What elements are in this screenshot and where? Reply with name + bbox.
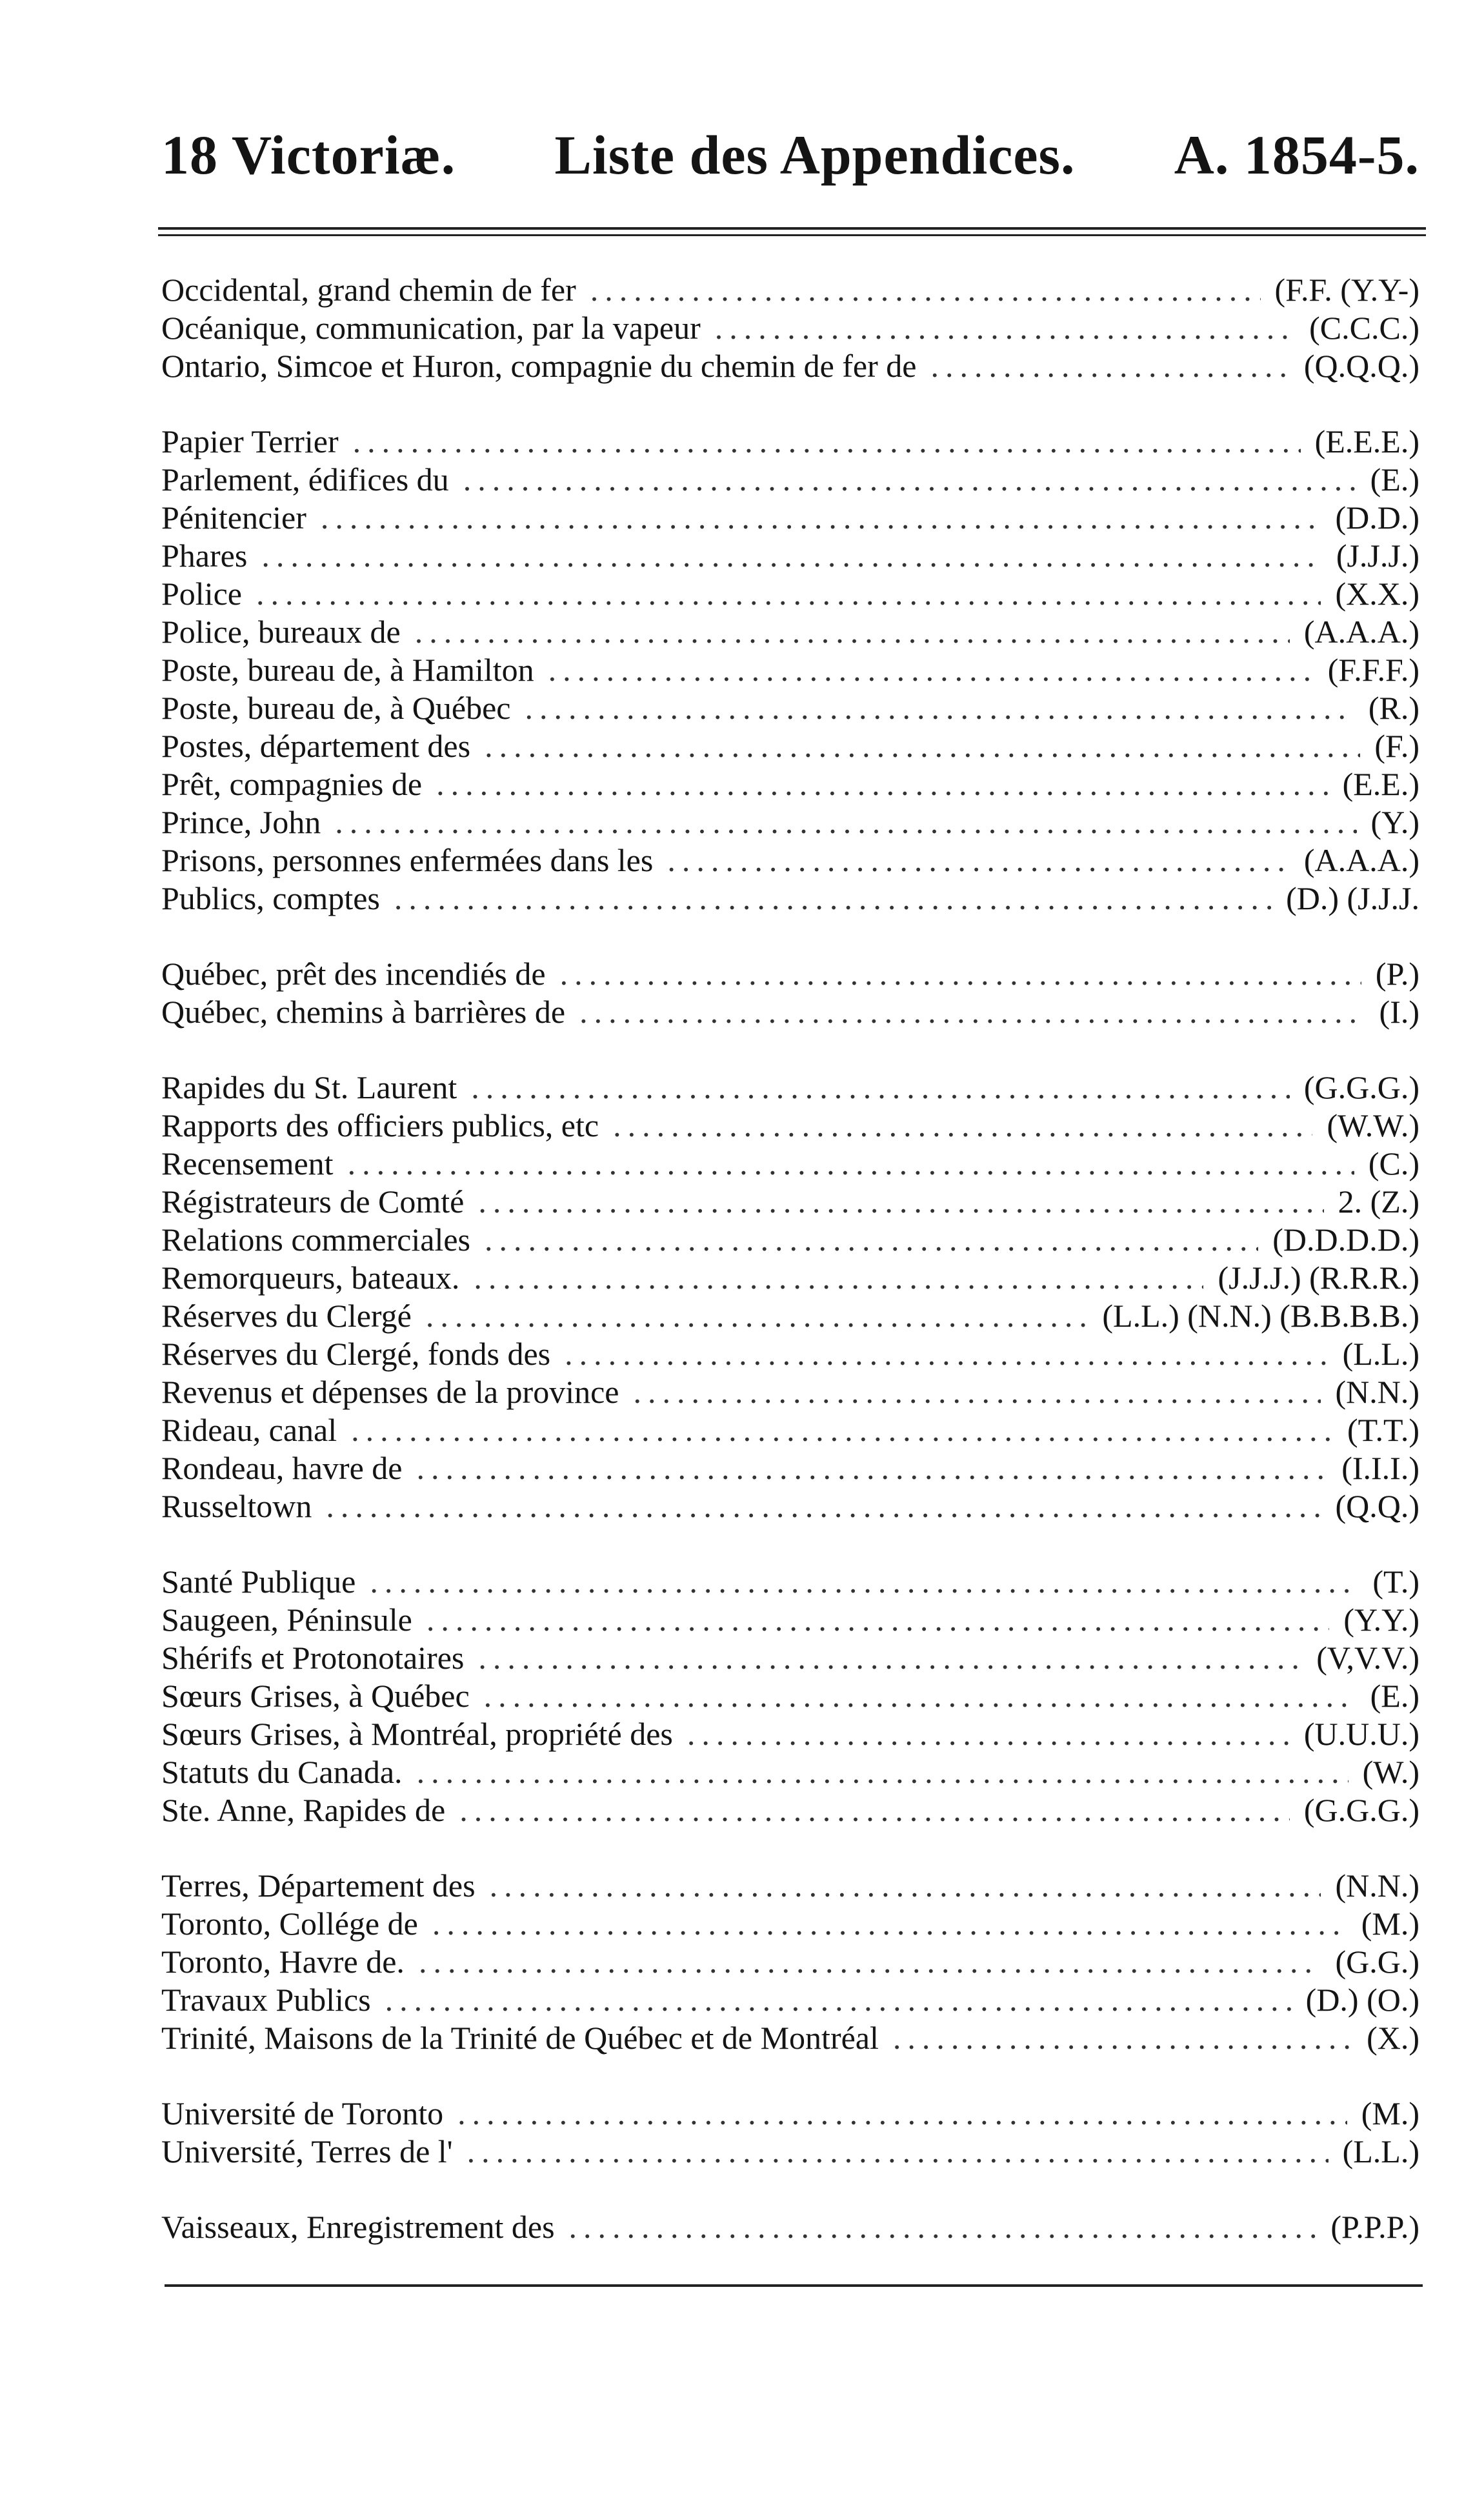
page-header [161,123,1419,206]
appendix-index-list [161,271,1419,2284]
index-entry [161,613,1419,651]
footer-rule [165,2284,1423,2287]
entry-label: Rapides du St. Laurent [161,1069,457,1105]
dot-leader [459,1791,1290,1829]
entry-label: Saugeen, Péninsule [161,1602,412,1638]
index-entry [161,1221,1419,1259]
appendix-reference: (Q.Q.Q.) [1303,348,1419,384]
entry-label: Phares [161,538,248,574]
dot-leader [351,1411,1333,1449]
dot-leader [485,1221,1258,1259]
index-entry [161,2133,1419,2171]
dot-leader [590,271,1261,309]
entry-group-q [161,955,1419,1031]
index-entry [161,1145,1419,1183]
entry-label: Police, bureaux de [161,614,401,650]
appendix-reference: (I.I.I.) [1341,1450,1419,1486]
entry-label: Prêt, compagnies de [161,766,423,802]
index-entry [161,1639,1419,1677]
dot-leader [457,2095,1347,2133]
entry-label: Vaisseaux, Enregistrement des [161,2209,555,2245]
appendix-reference: (D.D.) [1335,499,1419,536]
entry-label: Sœurs Grises, à Montréal, propriété des [161,1716,673,1752]
entry-label: Pénitencier [161,499,306,536]
appendix-reference: (N.N.) [1335,1374,1419,1410]
entry-label: Revenus et dépenses de la province [161,1374,619,1410]
entry-label: Recensement [161,1145,334,1182]
entry-label: Québec, prêt des incendiés de [161,956,546,992]
entry-group-u [161,2095,1419,2171]
dot-leader [394,880,1272,918]
dot-leader [560,955,1361,993]
index-entry [161,1563,1419,1601]
index-entry [161,1981,1419,2019]
header-title: Liste des Appendices. [554,124,1076,186]
dot-leader [326,1487,1321,1525]
index-entry [161,423,1419,461]
index-entry [161,993,1419,1031]
entry-label: Toronto, Havre de. [161,1944,405,1980]
index-entry [161,1259,1419,1297]
index-entry [161,1107,1419,1145]
dot-leader [426,1601,1330,1639]
appendix-reference: (W.) [1362,1754,1419,1790]
dot-leader [478,1183,1323,1221]
index-entry [161,1373,1419,1411]
appendix-reference: (X.) [1367,2020,1419,2056]
appendix-reference: (T.) [1372,1564,1419,1600]
appendix-reference: (C.C.C.) [1309,310,1419,346]
index-entry [161,955,1419,993]
appendix-reference: (P.) [1375,956,1419,992]
entry-label: Shérifs et Protonotaires [161,1640,465,1676]
entry-label: Ste. Anne, Rapides de [161,1792,446,1828]
dot-leader [436,765,1329,803]
header-session: 18 Victoriæ. [161,124,456,186]
dot-leader [525,689,1354,727]
appendix-reference: (A.A.A.) [1303,842,1419,878]
entry-label: Réserves du Clergé, fonds des [161,1336,551,1372]
appendix-reference: (F.F. (Y.Y-) [1274,272,1419,308]
index-entry [161,1449,1419,1487]
entry-label: Relations commerciales [161,1222,471,1258]
index-entry [161,1867,1419,1905]
appendix-reference: (M.) [1361,1906,1419,1942]
index-entry [161,2208,1419,2246]
dot-leader [261,537,1322,575]
dot-leader [417,1753,1349,1791]
appendix-reference: (J.J.J.) [1336,538,1419,574]
dot-leader [419,1943,1321,1981]
dot-leader [416,1449,1327,1487]
entry-label: Terres, Département des [161,1867,476,1904]
appendix-reference: (Y.Y.) [1343,1602,1419,1638]
dot-leader [930,347,1289,385]
entry-label: Parlement, édifices du [161,461,449,498]
entry-label: Remorqueurs, bateaux. [161,1260,460,1296]
appendix-reference: (R.) [1368,690,1419,726]
appendix-reference: (V,V.V.) [1316,1640,1419,1676]
header-year: A. 1854-5. [1174,124,1419,186]
entry-label: Rondeau, havre de [161,1450,403,1486]
index-entry [161,803,1419,841]
index-entry [161,1905,1419,1943]
index-entry [161,1715,1419,1753]
appendix-reference: (J.J.J.) (R.R.R.) [1218,1260,1419,1296]
appendix-reference: (A.A.A.) [1303,614,1419,650]
dot-leader [667,841,1290,880]
entry-group-v [161,2208,1419,2246]
dot-leader [432,1905,1347,1943]
entry-label: Russeltown [161,1488,312,1524]
index-entry [161,271,1419,309]
entry-label: Prince, John [161,804,321,840]
entry-group-p [161,423,1419,918]
appendix-reference: (M.) [1361,2095,1419,2131]
index-entry [161,2095,1419,2133]
dot-leader [633,1373,1321,1411]
appendix-reference: (D.) (O.) [1305,1982,1419,2018]
appendix-reference: (D.) (J.J.J. [1286,880,1419,916]
entry-group-t [161,1867,1419,2057]
index-entry [161,461,1419,499]
index-entry [161,499,1419,537]
entry-label: Police [161,576,242,612]
appendix-reference: (L.L.) (N.N.) (B.B.B.B.) [1102,1298,1419,1334]
index-entry [161,1297,1419,1335]
appendix-reference: 2. (Z.) [1338,1183,1419,1220]
dot-leader [385,1981,1292,2019]
appendix-reference: (L.L.) [1342,1336,1419,1372]
entry-label: Réserves du Clergé [161,1298,412,1334]
entry-label: Trinité, Maisons de la Trinité de Québec et de Montréal [161,2020,879,2056]
entry-label: Océanique, communication, par la vapeur [161,310,701,346]
entry-label: Régistrateurs de Comté [161,1183,465,1220]
appendix-reference: (C.) [1368,1145,1419,1182]
appendix-reference: (F.) [1374,728,1419,764]
appendix-reference: (G.G.) [1335,1944,1419,1980]
entry-label: Rideau, canal [161,1412,337,1448]
entry-label: Toronto, Collége de [161,1906,418,1942]
index-entry [161,1677,1419,1715]
index-entry [161,765,1419,803]
appendix-reference: (P.P.P.) [1330,2209,1419,2245]
dot-leader [471,1069,1290,1107]
appendix-reference: (X.X.) [1335,576,1419,612]
appendix-reference: (E.E.) [1342,766,1419,802]
appendix-reference: (E.) [1370,1678,1419,1714]
dot-leader [256,575,1321,613]
entry-group-o [161,271,1419,385]
index-entry [161,1487,1419,1525]
dot-leader [715,309,1295,347]
index-entry [161,1943,1419,1981]
header-double-rule [158,227,1426,236]
entry-label: Travaux Publics [161,1982,371,2018]
dot-leader [548,651,1314,689]
dot-leader [579,993,1365,1031]
index-entry [161,727,1419,765]
appendix-reference: (I.) [1379,994,1419,1030]
entry-label: Postes, département des [161,728,471,764]
index-entry [161,651,1419,689]
index-entry [161,1411,1419,1449]
index-entry [161,1601,1419,1639]
dot-leader [426,1297,1088,1335]
entry-label: Prisons, personnes enfermées dans les [161,842,654,878]
appendix-reference: (U.U.U.) [1303,1716,1419,1752]
dot-leader [467,2133,1329,2171]
appendix-reference: (N.N.) [1335,1867,1419,1904]
index-entry [161,537,1419,575]
entry-label: Ontario, Simcoe et Huron, compagnie du chemin de fer de [161,348,917,384]
dot-leader [348,1145,1354,1183]
entry-label: Publics, comptes [161,880,380,916]
dot-leader [415,613,1290,651]
dot-leader [474,1259,1203,1297]
index-entry [161,347,1419,385]
entry-label: Santé Publique [161,1564,356,1600]
entry-label: Occidental, grand chemin de fer [161,272,576,308]
index-entry [161,880,1419,918]
appendix-reference: (D.D.D.D.) [1272,1222,1419,1258]
index-entry [161,1335,1419,1373]
entry-label: Poste, bureau de, à Hamilton [161,652,534,688]
entry-label: Université de Toronto [161,2095,444,2131]
appendix-reference: (T.T.) [1347,1412,1419,1448]
appendix-reference: (Q.Q.) [1335,1488,1419,1524]
dot-leader [613,1107,1312,1145]
index-entry [161,1791,1419,1829]
entry-label: Québec, chemins à barrières de [161,994,566,1030]
dot-leader [484,1677,1356,1715]
entry-label: Poste, bureau de, à Québec [161,690,511,726]
dot-leader [485,727,1360,765]
appendix-reference: (F.F.F.) [1327,652,1419,688]
entry-label: Université, Terres de l' [161,2133,453,2169]
entry-label: Sœurs Grises, à Québec [161,1678,470,1714]
dot-leader [463,461,1356,499]
appendix-reference: (Y.) [1370,804,1419,840]
index-entry [161,841,1419,880]
index-entry [161,2019,1419,2057]
index-entry [161,1753,1419,1791]
entry-label: Rapports des officiers publics, etc [161,1107,599,1143]
index-entry [161,689,1419,727]
appendix-reference: (W.W.) [1327,1107,1419,1143]
dot-leader [353,423,1301,461]
dot-leader [490,1867,1321,1905]
dot-leader [893,2019,1352,2057]
entry-group-r [161,1069,1419,1525]
index-entry [161,1183,1419,1221]
dot-leader [321,499,1321,537]
dot-leader [370,1563,1358,1601]
index-entry [161,575,1419,613]
entry-label: Statuts du Canada. [161,1754,403,1790]
appendix-reference: (G.G.G.) [1303,1069,1419,1105]
dot-leader [565,1335,1328,1373]
index-entry [161,1069,1419,1107]
appendix-reference: (E.) [1370,461,1419,498]
dot-leader [569,2208,1317,2246]
dot-leader [687,1715,1290,1753]
appendix-reference: (E.E.E.) [1314,423,1419,459]
index-entry [161,309,1419,347]
entry-group-s [161,1563,1419,1829]
appendix-reference: (G.G.G.) [1303,1792,1419,1828]
dot-leader [335,803,1356,841]
appendix-reference: (L.L.) [1342,2133,1419,2169]
entry-label: Papier Terrier [161,423,339,459]
dot-leader [478,1639,1302,1677]
